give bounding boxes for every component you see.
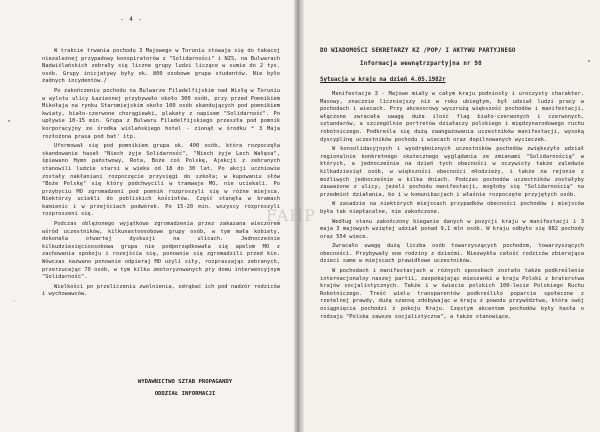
page-number: - 4 -: [120, 16, 144, 23]
address-heading: DO WIADOMOŚCI SEKRETARZY KZ /POP/ I AKTYWU PARTYJNEGO: [320, 48, 516, 54]
document-subtitle: Sytuacja w kraju na dzień 4.05.1982r: [320, 77, 446, 83]
paragraph: Wielkości po przeliczeniu zwolnienia, odrąbać ich pod nadzór rodziców i wychowawców.: [42, 283, 280, 298]
footer-block: [130, 376, 240, 400]
paragraph: Według stanu zakończony bieganie danych w pozycji kraju w manifestacji i 3 maja 3 majowych wziętej udział ponad 9,1 mln osób. W kraju odbyło się 882 pochody oraz 554 wiece.: [320, 218, 584, 240]
paragraph: W trakcie trwania pochodu 3 Majowego w Toruniu stowaja się do takacoj niezależnej przypadowy konspiratorów z "Solidarności" i NZS, na Bulwarach Nadwiślańskich zebrały się liczne grupy ludzi liczące w sumie do 2 tys. osób. Grupy inicjatywy były ok. 800 osobowe grupa studentów. Nie było żadnych incydentów./: [42, 48, 280, 85]
scan-speck: [588, 60, 590, 62]
footer-line: WYDAWNICTWO SZTAB PROPAGANDY: [137, 379, 233, 385]
right-page: [298, 0, 600, 432]
paragraph: W zasadzie na niektórych miejscach przypadków obecności pochodów i miejsców była tak niepłacalne, nie zakończone.: [320, 201, 584, 215]
left-page: [0, 0, 298, 432]
footer-line: ODDZIAŁ INFORMACJI: [154, 391, 216, 397]
paragraph: Po zakończeniu pochodu na Bulwarze Filadelfijskim nad Wisłą w Toruniu w wylotu ulicy Łaziennej przybywało około 300 osób, przy przed Pomnikiem Mikołaja na rynku Staromiejskim około 100 osób skandujących pod pomnikiem kwiaty, biało-czerwone chorągiewki, plakaty z napisem "Solidarność". Po upływie 10-15 min. Grupa z Bulwaru Filadelfijskiego przeszła pod pomnik korporacyjny ze środka wiślańskiego hotel - zionął w środku * 3 Maja rozłożona prasa pod bat' itp.: [42, 87, 280, 140]
paragraph: Zwracało uwagę dużą liczba osób towarzyszących pochodom, towarzyszących obecności. Przybywały one rodziny z dziećmi. Niezwykła całość rodziców zbierająca dzieci same w miejscach prawidłowe uczestników.: [320, 243, 584, 265]
watermark: FAHP: [266, 206, 316, 225]
paragraph: Manifestacje 3 - Majowe miały w całym kraju podniosły i uroczysty charakter. Masowy, znacznie liczniejszy niż w roku ubiegłym, był udział ludzi pracy w pochodach i wiecach. Przy akcesorowy wyszrożą większość pochodów i manifestacji, włączone zwracała uwagę duża ilość flag biało-czerwonych i czerwonych, sztandarów, a szczególnie portretów działaczy polskiego i międzynarodowego ruchu robotniczego. Podkreśla się dużą zaangażowania uczestników manifestacji, wysoką dyscyplinę uczestników pochodu i wiecach oraz dopilnowanych wycieczek.: [320, 91, 584, 143]
scan-speck: [14, 300, 15, 301]
paragraph: W pochodach i manifestacjach w różnych sposobach zostało także podkreślenie internacjonalny naszej partii, zaspokajając mieszanki w kraju Polski z braterstwa krajów socjalistycznych. Także i w świecie polskich 100-lecie Polskiego Ruchu Robotniczego. Treść wielu transparentów podkreśliło poparcie społeczne z rzetelnej prawdy, dużą szansę zdobywając w kraju z powodu przywództwa, która swój osiągnięcia pochodzi z pokoju Kraju. Częstym akcentem pochodów były hasła o rodzaju "Polska zawsze socjalistyczna", a także stanowiące.: [320, 268, 584, 320]
scan-speck: [8, 120, 10, 122]
paragraph: W konsolidacyjnych i wyodrębnionych uczestników pochodów zwiększyło udział regionalnie konkretnego skutecznego wyglądania ze zmianami "Solidarnością" w których, a jednocześnie na dzień tych obecności w oczywisty także zaledwie kilkadziesiąt osób, w większości obecności młodzieży, i także na rejonie z możliwych jednocześnie w kilka dniach. Podczas pochodów uczestników zostałyby zauważone z ulicy, jeżeli pochodu manifestacji, mogłoby się "Solidarnością" na przedmiot działania, bo i w komunikacjach i właśnie rozpoczęte przyjętych osób.: [320, 146, 584, 198]
paragraph: Podczas oblężonego wyjątkowo zgromadzenia przez zakazana wieczorem wśród uczestników, kilkunastoosobowe grupy osób, w tym mała kobiety, dokonała otwartej dyskusji na ulicach. Jednocześnie kilkudziesięcioosobowa grupa nie podporządkowała się apelom MO z zachowania spokoju i rozejścia się, ponownie się zgromadzili przed kin. Wówczas nazwano ponownie odpieraj MO użyli siły, rozpraszając zebranych, przerzucając 70 osób, w tym kilku zmotoryzowanych pry domu interwencyjnym "Solidarność".: [42, 221, 280, 281]
paragraph: Uformował się pod pomnikiem grupa ok. 400 osób, która rozpoczęła skandowanie haseł "Niech żyje Solidarność", "Niech żyje Lech Wałęsa", śpiewano Hymn państwowy, Rota, Boże coś Polskę, Ajekcji z zebranych stanowili ludzie starsi w wieku od 18 do 30 lat. Po akcji uczniowie zostały nakłaniani rozpoczęcie przysięgi do szkoła; w kupowaniu słów "Boże Polskę" się który podchwycili w tramwaje MO, nie uciekali. Po przybyciu MO zgromadzeni pod pomnik rozproszyli się w różne miejsca. Niektórzy uciekli do pobliskich kościołów. Część stanęła w bramach kamienic i w przejściach podwórek. Po 15-20 min. wszyscy rozproszyli rozproszeni się.: [42, 143, 280, 218]
document-title: Informacja wewnątrzpartyjna nr 98: [360, 61, 482, 67]
